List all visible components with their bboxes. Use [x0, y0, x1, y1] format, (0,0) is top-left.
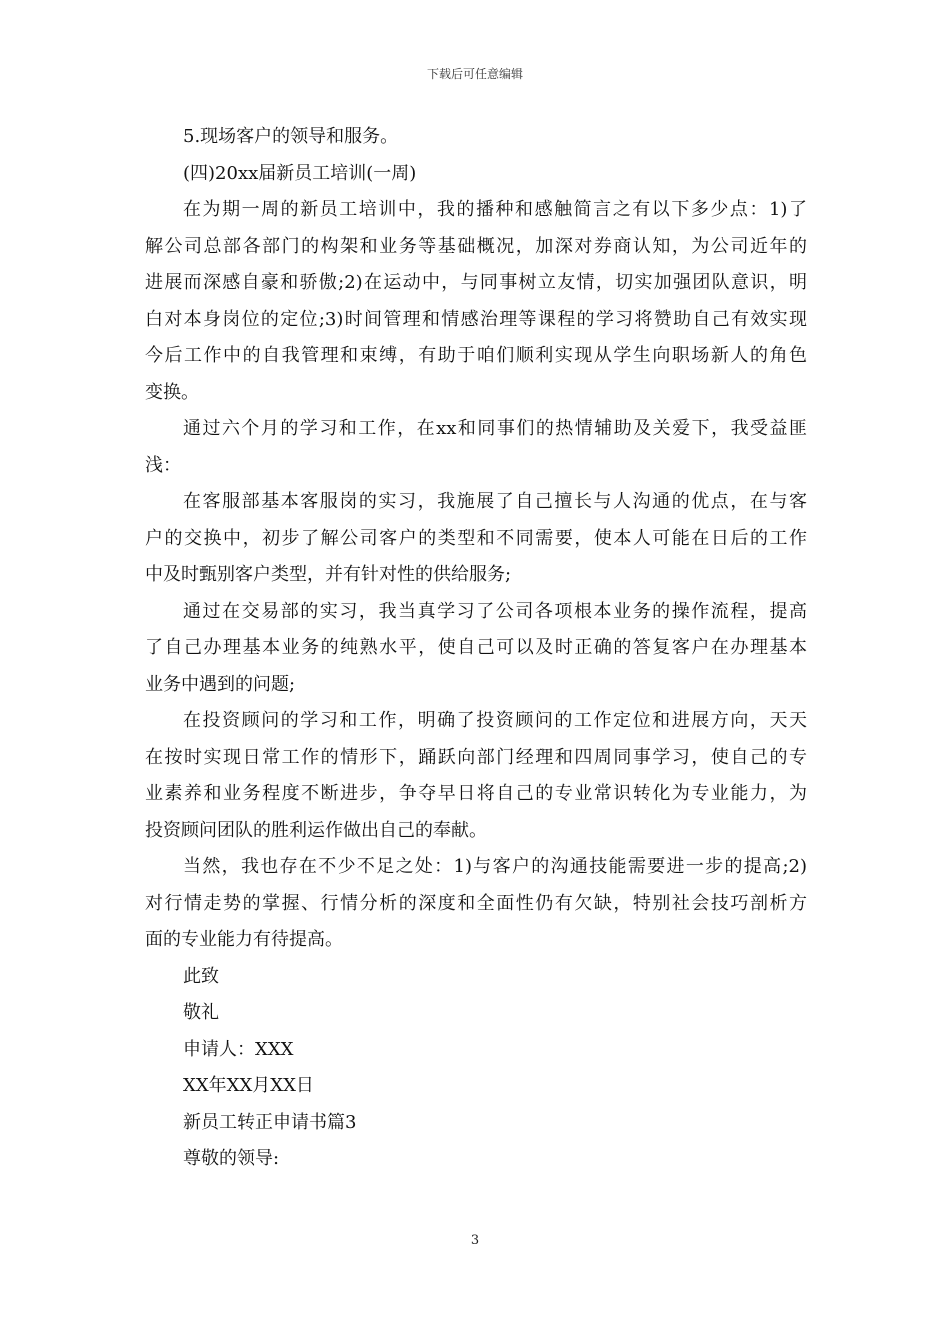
- closing-line: 敬礼: [183, 1002, 219, 1023]
- paragraph-line: 进展而深感自豪和骄傲;2)在运动中，与同事树立友情，切实加强团队意识，明: [145, 272, 807, 293]
- section-heading: (四)20xx届新员工培训(一周): [183, 162, 417, 184]
- document-body: [145, 119, 807, 1178]
- paragraph-line: 通过在交易部的实习，我当真学习了公司各项根本业务的操作流程，提高: [183, 600, 807, 622]
- paragraph-line: 白对本身岗位的定位;3)时间管理和情感治理等课程的学习将赞助自己有效实现: [145, 308, 807, 330]
- paragraph-line: 业务中遇到的问题;: [145, 673, 296, 695]
- paragraph-line: 对行情走势的掌握、行情分析的深度和全面性仍有欠缺，特别社会技巧剖析方: [145, 892, 807, 914]
- salutation-line: 尊敬的领导:: [183, 1148, 280, 1169]
- date-line: XX年XX月XX日: [183, 1075, 314, 1096]
- paragraph-line: 通过六个月的学习和工作，在xx和同事们的热情辅助及关爱下，我受益匪: [183, 418, 807, 439]
- paragraph-line: 户的交换中，初步了解公司客户的类型和不同需要，使本人可能在日后的工作: [145, 527, 807, 549]
- paragraph-line: 业素养和业务程度不断进步，争夺早日将自己的专业常识转化为专业能力，为: [145, 783, 807, 804]
- paragraph-line: 当然，我也存在不少不足之处：1)与客户的沟通技能需要进一步的提高;2): [183, 856, 807, 877]
- closing-line: 此致: [183, 965, 219, 987]
- applicant-line: 申请人：XXX: [183, 1038, 294, 1060]
- page-header: 下载后可任意编辑: [426, 67, 523, 81]
- paragraph-line: 在投资顾问的学习和工作，明确了投资顾问的工作定位和进展方向，天天: [183, 710, 807, 731]
- page-number: 3: [470, 1233, 480, 1248]
- paragraph-line: 变换。: [145, 381, 199, 403]
- paragraph-line: 在客服部基本客服岗的实习，我施展了自己擅长与人沟通的优点，在与客: [183, 491, 807, 512]
- paragraph-line: 在为期一周的新员工培训中，我的播种和感触简言之有以下多少点：1)了: [183, 199, 807, 220]
- paragraph-line: 浅：: [145, 454, 181, 476]
- paragraph-line: 在按时实现日常工作的情形下，踊跃向部门经理和四周同事学习，使自己的专: [145, 746, 807, 768]
- paragraph-line: 解公司总部各部门的构架和业务等基础概况，加深对券商认知，为公司近年的: [145, 235, 807, 257]
- section-title: 新员工转正申请书篇3: [183, 1111, 357, 1133]
- paragraph-line: 今后工作中的自我管理和束缚，有助于咱们顺利实现从学生向职场新人的角色: [145, 345, 807, 366]
- paragraph-line: 了自己办理基本业务的纯熟水平，使自己可以及时正确的答复客户在办理基本: [145, 637, 807, 658]
- list-item: 5.现场客户的领导和服务。: [183, 126, 399, 147]
- paragraph-line: 中及时甄别客户类型，并有针对性的供给服务;: [145, 564, 512, 585]
- paragraph-line: 面的专业能力有待提高。: [145, 929, 343, 950]
- paragraph-line: 投资顾问团队的胜利运作做出自己的奉献。: [145, 819, 487, 841]
